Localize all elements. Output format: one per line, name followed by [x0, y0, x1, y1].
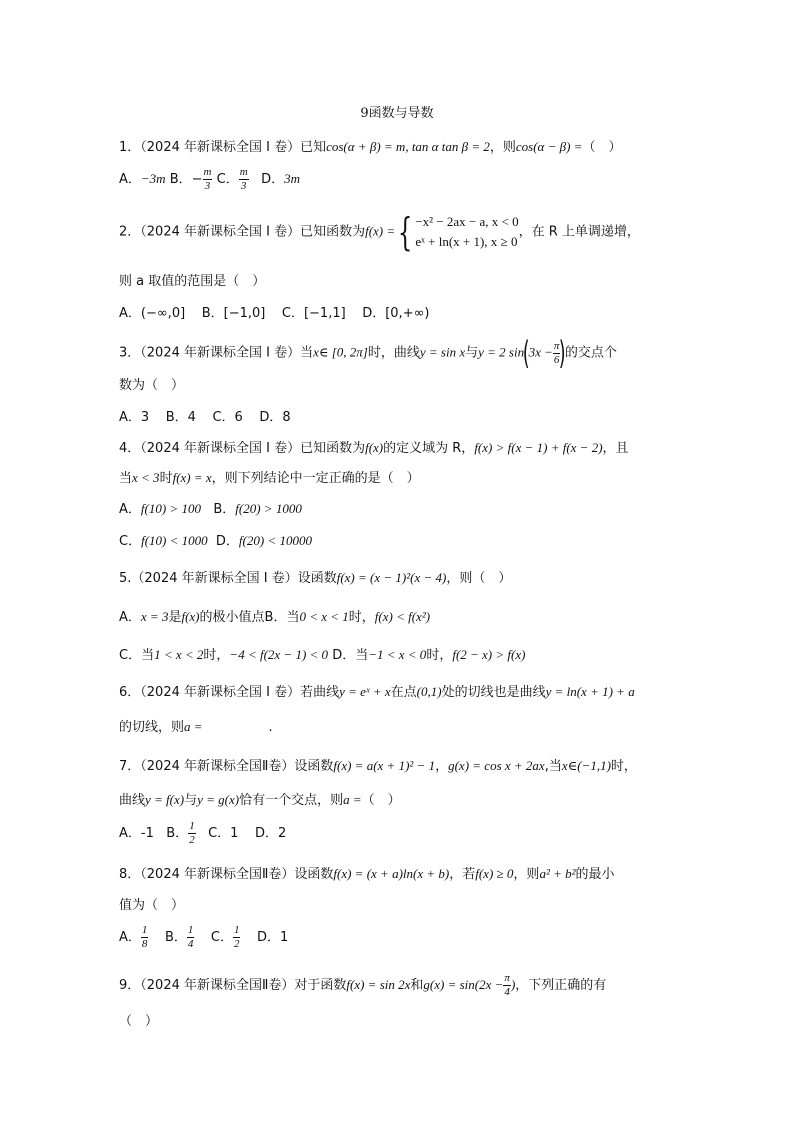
q1-given-expression: cos(α + β) = m, tan α tan β = 2: [326, 139, 490, 154]
question-2-continued: 则 a 取值的范围是（ ）: [119, 274, 266, 289]
question-1: 1．（2024 年新课标全国 I 卷）已知cos(α + β) = m, tan α tan β = 2，则cos(α − β) =（ ）: [119, 139, 622, 155]
pi-over-4-fraction: $\frac{\pi}{4}$: [504, 972, 510, 998]
question-3-continued: 数为（ ）: [119, 378, 185, 393]
question-2-options: A．(−∞,0] B．[−1,0] C．[−1,1] D．[0,+∞): [119, 306, 430, 321]
question-6-continued: 的切线，则a = .: [119, 719, 273, 735]
question-7-options: A．-1 B． $\frac{1}{2}$ C．1 D．2: [119, 820, 287, 846]
question-7-continued: 曲线y = f(x)与y = g(x)恰有一个交点，则a =（ ）: [119, 792, 401, 808]
question-8: 8．（2024 年新课标全国Ⅱ卷）设函数f(x) = (x + a)ln(x + b)，若f(x) ≥ 0，则a² + b²的最小: [119, 866, 615, 882]
question-8-options: A． $\frac{1}{8}$ B． $\frac{1}{4}$ C． $\frac{1}{2}$ D．1: [119, 924, 289, 950]
question-5-options-cd: C．当1 < x < 2时，−4 < f(2x − 1) < 0 D．当−1 < x < 0时，f(2 − x) > f(x): [119, 647, 526, 663]
q1-option-b-fraction: $\frac{m}{3}$: [203, 166, 212, 192]
question-4: 4．（2024 年新课标全国 I 卷）已知函数为f(x)的定义域为 R，f(x) > f(x − 1) + f(x − 2)，且: [119, 440, 629, 456]
question-4-continued: 当x < 3时f(x) = x，则下列结论中一定正确的是（ ）: [119, 470, 420, 486]
question-4-options-ab: A．f(10) > 100 B．f(20) > 1000: [119, 501, 302, 517]
pi-over-6-fraction: $\frac{\pi}{6}$: [553, 339, 560, 366]
q1-option-d: 3m: [284, 171, 300, 186]
question-4-options-cd: C．f(10) < 1000 D．f(20) < 10000: [119, 533, 312, 549]
q1-option-a: −3m: [140, 171, 166, 186]
piecewise-cases: −x² − 2ax − a, x < 0 eˣ + ln(x + 1), x ≥ 0: [415, 214, 519, 249]
question-5-options-ab: A．x = 3是f(x)的极小值点B．当0 < x < 1时，f(x) < f(x²): [119, 609, 431, 625]
piecewise-brace: {: [397, 210, 413, 254]
question-6: 6．（2024 年新课标全国 I 卷）若曲线y = eˣ + x在点(0,1)处的切线也是曲线y = ln(x + 1) + a: [119, 684, 635, 700]
question-1-options: A．−3m B．− $\frac{m}{3}$ C． $\frac{m}{3}$ D．3m: [119, 166, 300, 192]
q1-option-c-fraction: $\frac{m}{3}$: [239, 166, 248, 192]
question-2: 2．（2024 年新课标全国 I 卷）已知函数为f(x) ={ −x² − 2ax − a, x < 0 eˣ + ln(x + 1), x ≥ 0 ，在 R 上单调递增，: [119, 210, 640, 254]
q1-target-expression: cos(α − β) =: [515, 139, 583, 154]
question-3-options: A．3 B．4 C．6 D．8: [119, 410, 291, 425]
question-5: 5.（2024 年新课标全国 I 卷）设函数f(x) = (x − 1)²(x − 4)，则（ ）: [119, 570, 512, 586]
question-7: 7．（2024 年新课标全国Ⅱ卷）设函数f(x) = a(x + 1)² − 1，g(x) = cos x + 2ax,当x∈(−1,1)时，: [119, 758, 637, 774]
page-title: 9函数与导数: [360, 106, 434, 121]
question-9-continued: （ ）: [119, 1014, 159, 1029]
question-8-continued: 值为（ ）: [119, 898, 185, 913]
question-9: 9．（2024 年新课标全国Ⅱ卷）对于函数f(x) = sin 2x和g(x) = sin(2x − $\frac{\pi}{4}$ )，下列正确的有: [119, 972, 607, 998]
question-3: 3．（2024 年新课标全国 I 卷）当x∈ [0, 2π]时，曲线y = sin x与y = 2 sin(3x − $\frac{\pi}{6}$ )的交点个: [119, 334, 617, 372]
